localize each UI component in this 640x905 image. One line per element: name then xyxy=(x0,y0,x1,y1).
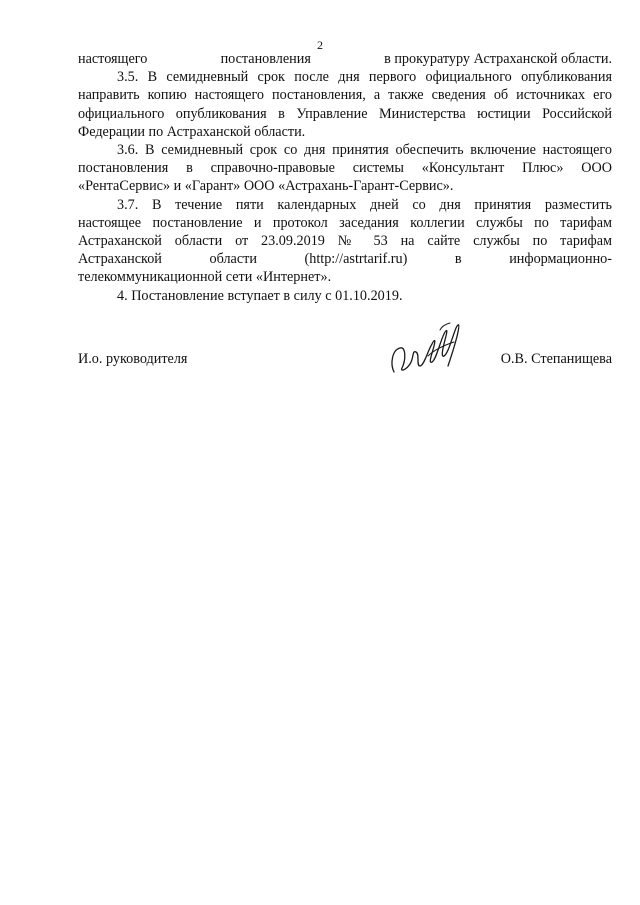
word: Астраханской xyxy=(78,251,162,268)
paragraph-line: Астраханской области от 23.09.2019 № 53 на сайте службы по тарифам xyxy=(78,233,612,250)
paragraph-line: телекоммуникационной сети «Интернет». xyxy=(78,269,332,286)
paragraph-line xyxy=(78,250,612,268)
paragraph-line: настоящее постановление и протокол заседания коллегии службы по тарифам xyxy=(78,214,612,231)
paragraph-3-6: 3.6. В семидневный срок со дня принятия обеспечить включение настоящего постановления в справочно-правовые системы «Консультант Плюс» ООО «РентаСервис» и «Гарант» ООО «Астрахань-Гарант-Сервис». xyxy=(78,142,612,195)
word: информационно- xyxy=(509,251,612,268)
document-body xyxy=(78,50,612,305)
paragraph-continuation xyxy=(78,50,612,68)
handwritten-signature xyxy=(388,320,478,380)
word: настоящего xyxy=(78,51,148,67)
page-number: 2 xyxy=(317,38,323,52)
paragraph-3-7 xyxy=(78,196,612,287)
word: области xyxy=(209,251,257,268)
word: в xyxy=(454,251,462,268)
word: постановления xyxy=(220,51,311,67)
paragraph-3-5: 3.5. В семидневный срок после дня первого официального опубликования направить копию настоящего постановления, а также сведения об источниках его официального опубликования в Управление Министерства юстиции Российской Федерации по Астраханской области. xyxy=(78,69,612,140)
signer-name: О.В. Степанищева xyxy=(500,351,612,367)
paragraph-line: 3.7. В течение пяти календарных дней со дня принятия разместить xyxy=(117,196,612,213)
paragraph-4: 4. Постановление вступает в силу с 01.10.2019. xyxy=(117,287,403,304)
word: в прокуратуру Астраханской области. xyxy=(384,51,612,67)
signature-block xyxy=(78,320,612,380)
position-title: И.о. руководителя xyxy=(78,351,188,367)
link-text: (http://astrtarif.ru) xyxy=(304,251,408,268)
